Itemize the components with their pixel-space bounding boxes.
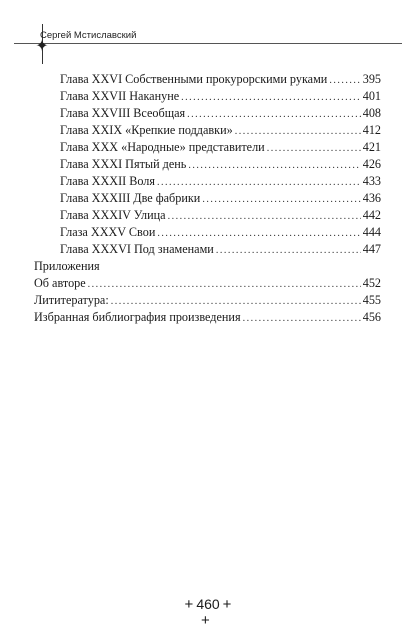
toc-entry[interactable]: [60, 140, 381, 156]
toc-entry[interactable]: [60, 123, 381, 139]
dot-leader: [187, 108, 361, 122]
toc-entry-title: Глава XXVI Собственными прокурорскими руками: [60, 72, 328, 86]
toc-entry[interactable]: [34, 310, 381, 326]
toc-entry-page: 401: [362, 89, 381, 103]
toc-entry[interactable]: [60, 157, 381, 173]
toc-entry-title: Глаза XXXV Свои: [60, 225, 156, 239]
toc-entry[interactable]: [34, 293, 381, 309]
toc-entry-page: 447: [362, 242, 381, 256]
toc-entry-page: 456: [362, 310, 381, 324]
toc-entry-page: 436: [362, 191, 381, 205]
toc-entry[interactable]: [60, 174, 381, 190]
toc-entry-title: Глава XXVIII Всеобщая: [60, 106, 186, 120]
toc-entry-page: 395: [362, 72, 381, 86]
toc-entry[interactable]: [60, 225, 381, 241]
toc-entry-title: Глава XXX «Народные» представители: [60, 140, 265, 154]
dot-leader: [181, 91, 361, 105]
toc-entry[interactable]: [60, 242, 381, 258]
toc-entry-page: 442: [362, 208, 381, 222]
toc-entry-page: 452: [362, 276, 381, 290]
dot-leader: [157, 176, 361, 190]
toc-entry[interactable]: [60, 89, 381, 105]
toc-entry-title: Глава XXIX «Крепкие поддавки»: [60, 123, 233, 137]
dot-leader: [235, 125, 361, 139]
dot-leader: [111, 295, 361, 309]
toc-entry-title: Об авторе: [34, 276, 86, 290]
toc-entry-title: Глава XXXII Воля: [60, 174, 155, 188]
toc-entry-title: Глава XXXIV Улица: [60, 208, 166, 222]
dot-leader: [168, 210, 361, 224]
toc-entry[interactable]: [34, 276, 381, 292]
page-footer: [0, 596, 416, 613]
toc-entry[interactable]: [60, 72, 381, 88]
header-spark-icon: ✦: [35, 38, 49, 55]
toc-entry-title: Глава XXXIII Две фабрики: [60, 191, 201, 205]
toc-entry-page: 426: [362, 157, 381, 171]
toc-entry-title: Избранная библиография произведения: [34, 310, 241, 324]
toc-entry-page: 433: [362, 174, 381, 188]
toc-entry[interactable]: [60, 106, 381, 122]
toc-entry-page: 408: [362, 106, 381, 120]
toc-entry-title: Глава XXXI Пятый день: [60, 157, 187, 171]
dot-leader: [88, 278, 361, 292]
toc-entry[interactable]: [60, 208, 381, 224]
toc-entry-title: Глава XXXVI Под знаменами: [60, 242, 214, 256]
appendix-heading: Приложения: [34, 259, 100, 273]
dot-leader: [267, 142, 361, 156]
toc-entry-title: Глава XXVII Накануне: [60, 89, 180, 103]
toc-entry-page: 455: [362, 293, 381, 307]
toc-entry-page: 412: [362, 123, 381, 137]
toc-entry-page: 444: [362, 225, 381, 239]
dot-leader: [329, 74, 360, 88]
toc-entry-title: Лититература:: [34, 293, 109, 307]
dot-leader: [216, 244, 361, 258]
toc-entry-page: 421: [362, 140, 381, 154]
dot-leader: [202, 193, 360, 207]
page-number: 460: [196, 596, 220, 612]
cross-icon: +: [184, 596, 194, 613]
dot-leader: [243, 312, 361, 326]
cross-icon: +: [201, 612, 210, 629]
toc-entry[interactable]: [60, 191, 381, 207]
running-header-author: Сергей Мстиславский: [40, 30, 137, 41]
header-rule: [14, 43, 402, 44]
cross-icon: +: [222, 596, 232, 613]
dot-leader: [157, 227, 360, 241]
dot-leader: [188, 159, 360, 173]
